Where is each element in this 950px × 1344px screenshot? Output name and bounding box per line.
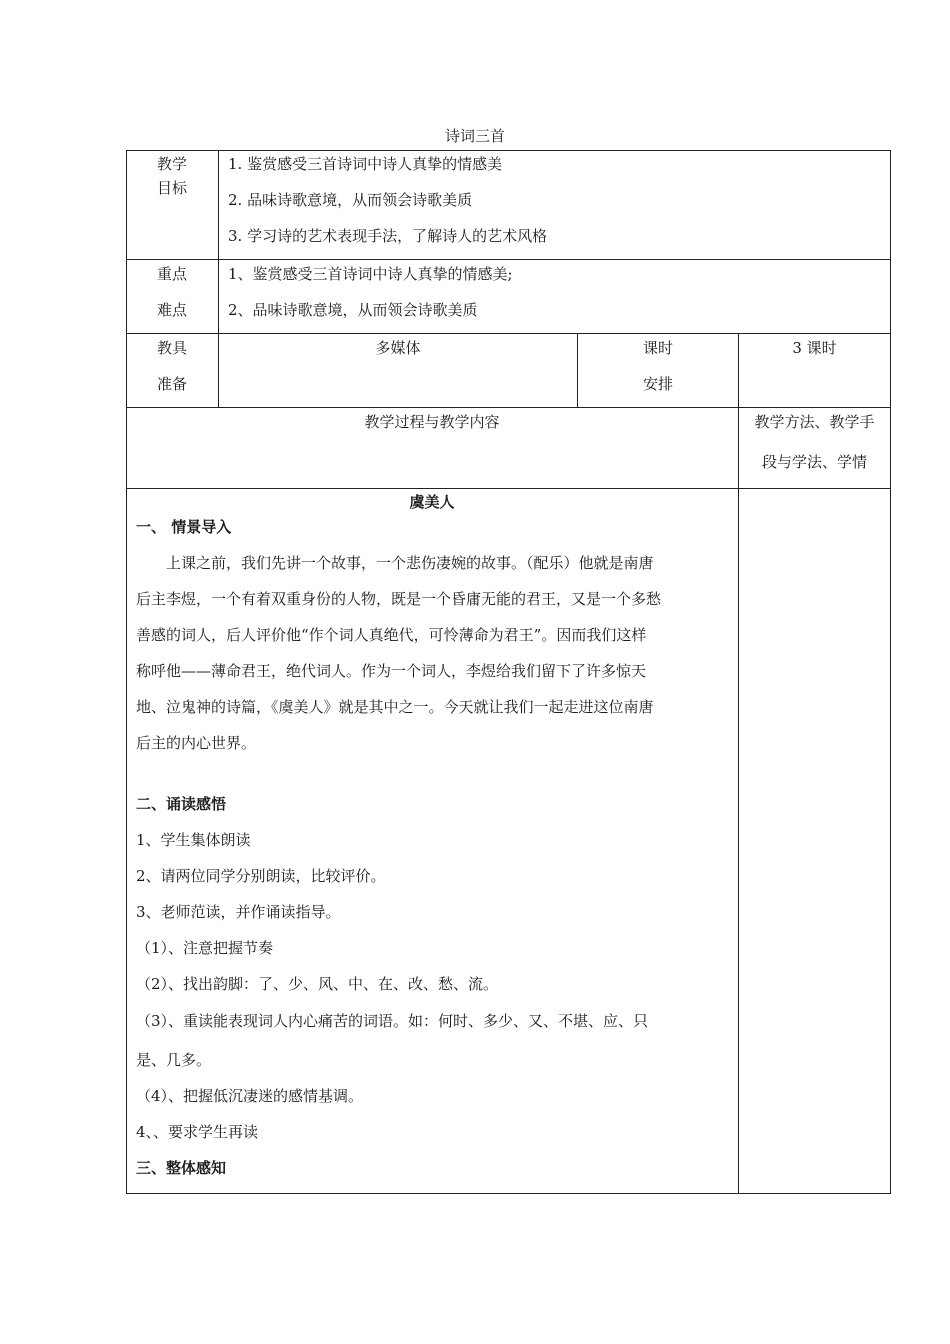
document-title: 诗词三首 <box>444 127 505 145</box>
row-divider <box>126 259 891 260</box>
focus-item: 1、鉴赏感受三首诗词中诗人真挚的情感美; <box>228 265 513 283</box>
goal-item: 2. 品味诗歌意境，从而领会诗歌美质 <box>228 191 473 209</box>
step-item: 1、学生集体朗读 <box>136 831 251 849</box>
step-item: （1）、注意把握节奏 <box>136 939 274 957</box>
methods-header-line2: 段与学法、学情 <box>761 453 867 471</box>
intro-line: 后主李煜，一个有着双重身份的人物，既是一个昏庸无能的君王，又是一个多愁 <box>136 590 662 608</box>
step-item: （4）、把握低沉凄迷的感情基调。 <box>136 1087 364 1105</box>
table-top-border <box>126 150 891 151</box>
table-bottom-border <box>126 1193 891 1194</box>
intro-line: 上课之前，我们先讲一个故事，一个悲伤凄婉的故事。（配乐）他就是南唐 <box>166 554 654 572</box>
goals-label-line2: 目标 <box>156 179 187 197</box>
row-divider <box>126 407 891 408</box>
col-divider <box>218 150 219 408</box>
tools-label-line1: 教具 <box>156 339 187 357</box>
heading-reading: 二、诵读感悟 <box>136 795 227 813</box>
hours-label-line2: 安排 <box>642 375 673 393</box>
intro-paragraph <box>136 545 732 761</box>
step-item: 2、请两位同学分别朗读，比较评价。 <box>136 867 386 885</box>
intro-line: 后主的内心世界。 <box>136 734 257 752</box>
section-title: 虞美人 <box>409 493 455 511</box>
goals-label <box>126 152 218 200</box>
focus-label-line2: 难点 <box>156 301 187 319</box>
step-item: （2）、找出韵脚：了、少、风、中、在、改、愁、流。 <box>136 975 499 993</box>
focus-item: 2、品味诗歌意境，从而领会诗歌美质 <box>228 301 478 319</box>
tools-label-line2: 准备 <box>156 375 187 393</box>
hours-label-line1: 课时 <box>642 339 673 357</box>
intro-line: 称呼他——薄命君王，绝代词人。作为一个词人，李煜给我们留下了许多惊天 <box>136 662 647 680</box>
hours-value: 3 课时 <box>792 339 837 357</box>
row-divider <box>126 333 891 334</box>
step-item: 3、老师范读，并作诵读指导。 <box>136 903 341 921</box>
step-item: 4、、要求学生再读 <box>136 1123 259 1141</box>
row-divider <box>126 488 891 489</box>
step-item: （3）、重读能表现词人内心痛苦的词语。如：何时、多少、又、不堪、应、只 <box>136 1012 649 1030</box>
focus-label-line1: 重点 <box>156 265 187 283</box>
intro-line: 善感的词人，后人评价他“作个词人真绝代，可怜薄命为君王”。因而我们这样 <box>136 626 647 644</box>
step-item: 是、几多。 <box>136 1051 212 1069</box>
heading-overview: 三、整体感知 <box>136 1159 227 1177</box>
intro-line: 地、泣鬼神的诗篇，《虞美人》就是其中之一。今天就让我们一起走进这位南唐 <box>136 698 654 716</box>
goal-item: 3. 学习诗的艺术表现手法，了解诗人的艺术风格 <box>228 227 548 245</box>
goals-label-line1: 教学 <box>156 155 187 173</box>
process-header: 教学过程与教学内容 <box>364 413 500 431</box>
heading-scene-intro: 一、 情景导入 <box>136 518 232 536</box>
tools-value: 多媒体 <box>375 339 421 357</box>
goal-item: 1. 鉴赏感受三首诗词中诗人真挚的情感美 <box>228 155 503 173</box>
methods-header-line1: 教学方法、教学手 <box>754 413 875 431</box>
